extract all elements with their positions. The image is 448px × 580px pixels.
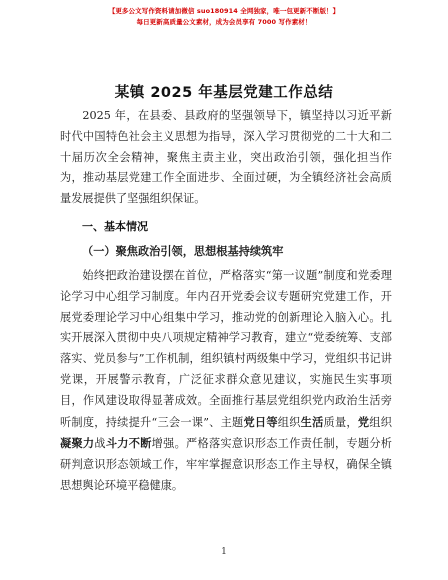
bold-text: 凝聚力 [60,436,95,451]
bold-text: 党日等 [243,414,278,429]
paragraph-text: 战 [94,437,106,451]
paragraph-text: 始终把政治建设摆在首位，严格落实“第一议题”制度和党委理论学习中心组学习制度。年内召开党委会议专题研究党建工作，开展党委理论学习中心组集中学习，推动党的创新理论入脑入心。扎实开展深入贯彻中央八项规定精神学习教育，建立“党委统筹、支部落实、党员参与”工作机制，组织镇村两级集中学习，党组织书记讲党课，开展警示教育，广泛征求群众意见建议，实施民生实事项目，作风建设取得显著成效。全面推行基层党组织党内政治生活旁听制度，持续提升“三会一课”、主题 [60,269,392,429]
bold-text: 斗力不断 [105,436,152,451]
page-number: 1 [221,547,227,557]
section-heading-basic-situation: 一、基本情况 [82,220,148,233]
paragraph-text: 组织 [277,415,301,429]
promo-banner-line-2: 每日更新高质量公文素材，成为会员享有 7000 写作素材！ [136,18,312,26]
bold-text: 生活 [300,414,324,429]
promo-banner [0,6,448,28]
bold-text: 党 [357,414,370,429]
political-guidance-paragraph [60,266,392,497]
paragraph-text: 增强。严格落实意识形态工作责任制，专题分析研判意识形态领域工作，牢牢掌握意识形态工作主导权，确保全镇思想舆论环境平稳健康。 [60,437,392,492]
subsection-heading-political-guidance: （一）聚焦政治引领，思想根基持续筑牢 [82,244,284,258]
paragraph-text: 组织 [369,415,392,429]
promo-banner-line-1: 【更多公文写作资料请加微信 suo180914 全网独家，唯一包更新不断版！】 [108,7,340,15]
document-title: 某镇 2025 年基层党建工作总结 [114,85,334,101]
intro-paragraph: 2025 年，在县委、县政府的坚强领导下，镇坚持以习近平新时代中国特色社会主义思想为指导，深入学习贯彻党的二十大和二十届历次全会精神，聚焦主责主业，突出政治引领，强化担当作为，推动基层党建工作全面进步、全面过硬，为全镇经济社会高质量发展提供了坚强组织保证。 [60,109,392,206]
paragraph-text: 质量， [323,415,358,429]
